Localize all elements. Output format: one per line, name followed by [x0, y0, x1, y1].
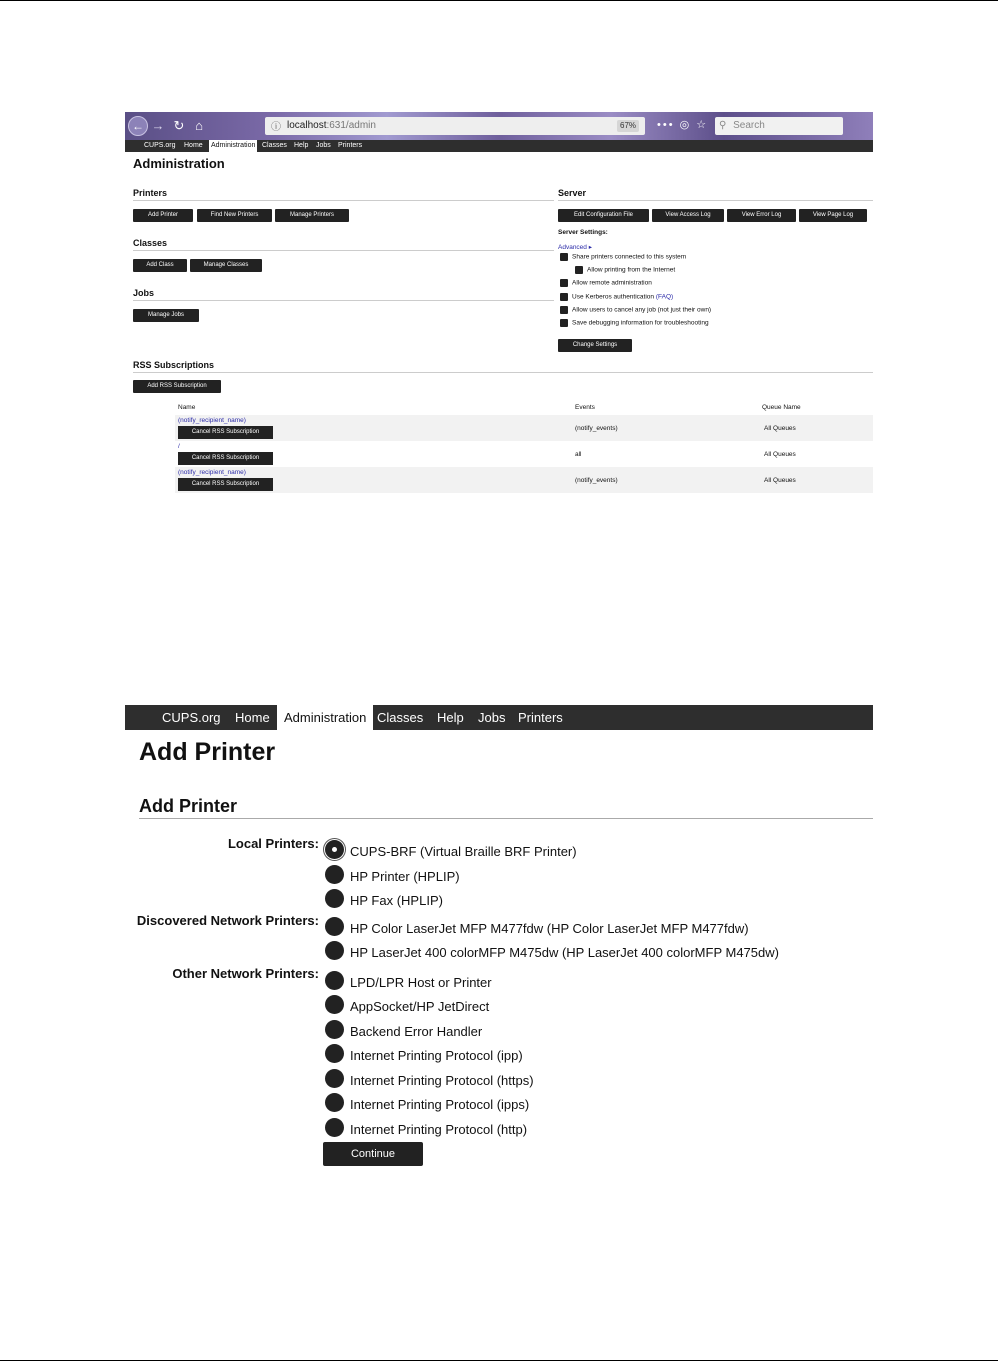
page-actions-icons[interactable]: ••• ◎ ☆ [657, 119, 709, 131]
url-host: localhost [287, 120, 327, 131]
local-printers-label: Local Printers: [227, 836, 319, 851]
printer-option[interactable] [325, 998, 489, 1017]
option-label: Internet Printing Protocol (ipp) [350, 1047, 523, 1063]
forward-arrow-icon[interactable]: → [151, 118, 165, 133]
divider [133, 250, 554, 251]
printer-option[interactable] [325, 1023, 482, 1042]
page-title: Administration [133, 156, 225, 171]
option-label: CUPS-BRF (Virtual Braille BRF Printer) [350, 843, 577, 859]
server-heading: Server [558, 188, 587, 198]
radio[interactable] [325, 995, 344, 1014]
url-path: :631/admin [326, 120, 376, 131]
change-settings-button[interactable]: Change Settings [558, 339, 632, 352]
divider [133, 200, 554, 201]
column-header-events: Events [575, 404, 595, 411]
manage-jobs-button[interactable]: Manage Jobs [133, 309, 199, 322]
search-input[interactable] [715, 117, 843, 135]
radio[interactable] [325, 865, 344, 884]
radio[interactable] [325, 1069, 344, 1088]
radio[interactable] [325, 971, 344, 990]
nav-tab-cups-org[interactable]: CUPS.org [144, 142, 176, 149]
radio[interactable] [325, 1093, 344, 1112]
zoom-badge[interactable]: 67% [617, 120, 639, 132]
share-printers-checkbox[interactable] [560, 253, 568, 261]
nav-tab-home[interactable]: Home [235, 710, 270, 725]
nav-tab-classes[interactable]: Classes [262, 142, 287, 149]
radio-selected[interactable] [325, 840, 344, 859]
allow-internet-printing-checkbox[interactable] [575, 266, 583, 274]
printer-option[interactable] [325, 892, 443, 911]
view-page-log-button[interactable]: View Page Log [799, 209, 867, 222]
printer-option[interactable] [325, 1047, 523, 1066]
divider [133, 372, 873, 373]
jobs-heading: Jobs [133, 288, 155, 298]
printer-option[interactable] [325, 868, 460, 887]
manage-printers-button[interactable]: Manage Printers [275, 209, 349, 222]
printer-option[interactable] [325, 974, 492, 993]
nav-tab-jobs[interactable]: Jobs [478, 710, 506, 725]
search-placeholder: Search [733, 120, 765, 131]
option-label: Allow remote administration [572, 279, 652, 287]
view-error-log-button[interactable]: View Error Log [727, 209, 796, 222]
option-label: AppSocket/HP JetDirect [350, 998, 490, 1014]
subscription-queue: All Queues [764, 451, 796, 458]
subscription-name-link[interactable]: (notify_recipient_name) [178, 469, 246, 476]
continue-button[interactable]: Continue [323, 1142, 423, 1166]
option-label: Backend Error Handler [350, 1023, 483, 1039]
page-top-rule [0, 0, 998, 1]
table-row [175, 441, 873, 467]
nav-tab-help[interactable]: Help [294, 142, 309, 149]
printer-option[interactable] [325, 1096, 529, 1115]
subscription-queue: All Queues [764, 477, 796, 484]
add-rss-subscription-button[interactable]: Add RSS Subscription [133, 380, 221, 393]
nav-tab-home[interactable]: Home [184, 142, 203, 149]
radio[interactable] [325, 917, 344, 936]
option-label: Internet Printing Protocol (https) [350, 1072, 534, 1088]
rss-heading: RSS Subscriptions [133, 360, 215, 370]
allow-internet-printing-option [575, 266, 675, 274]
nav-tab-printers[interactable]: Printers [338, 142, 363, 149]
subscription-name-link[interactable]: / [178, 443, 180, 450]
remote-admin-checkbox[interactable] [560, 279, 568, 287]
add-printer-screenshot [125, 705, 873, 1170]
back-arrow-icon[interactable]: ← [128, 116, 148, 136]
cups-nav-bar [125, 140, 873, 152]
divider [558, 200, 873, 201]
subscription-name-link[interactable]: (notify_recipient_name) [178, 417, 246, 424]
printer-option[interactable] [325, 920, 749, 939]
printer-option[interactable] [325, 1121, 527, 1140]
debug-logging-checkbox[interactable] [560, 319, 568, 327]
reload-icon[interactable]: ↻ [173, 118, 185, 133]
option-label: HP Color LaserJet MFP M477fdw (HP Color LaserJet MFP M477fdw) [350, 920, 749, 936]
divider [133, 300, 554, 301]
nav-tab-administration[interactable]: Administration [209, 140, 257, 152]
classes-heading: Classes [133, 238, 168, 248]
radio[interactable] [325, 1020, 344, 1039]
radio[interactable] [325, 889, 344, 908]
other-network-printers-label: Other Network Printers: [172, 966, 319, 981]
table-row [175, 467, 873, 493]
option-label: Use Kerberos authentication [572, 293, 655, 301]
edit-configuration-file-button[interactable]: Edit Configuration File [558, 209, 649, 222]
column-header-queue: Queue Name [762, 404, 801, 411]
kerberos-checkbox[interactable] [560, 293, 568, 301]
cancel-rss-subscription-button[interactable]: Cancel RSS Subscription [178, 452, 273, 465]
discovered-network-printers-label: Discovered Network Printers: [136, 913, 319, 928]
nav-tab-printers[interactable]: Printers [518, 710, 563, 725]
nav-tab-help[interactable]: Help [437, 710, 464, 725]
option-label: Allow printing from the Internet [587, 266, 676, 274]
cancel-rss-subscription-button[interactable]: Cancel RSS Subscription [178, 478, 273, 491]
option-label: Internet Printing Protocol (http) [350, 1121, 528, 1137]
nav-tab-administration[interactable]: Administration [277, 705, 373, 730]
admin-screenshot [125, 112, 873, 496]
subscription-events: (notify_events) [575, 477, 618, 484]
printer-option[interactable] [325, 843, 577, 862]
printers-heading: Printers [133, 188, 168, 198]
option-label: Allow users to cancel any job (not just their own) [572, 306, 712, 314]
add-printer-button[interactable]: Add Printer [133, 209, 193, 222]
url-text [287, 120, 376, 131]
option-label: Save debugging information for troubleshooting [572, 319, 709, 327]
view-access-log-button[interactable]: View Access Log [652, 209, 724, 222]
nav-tab-classes[interactable]: Classes [377, 710, 424, 725]
cancel-rss-subscription-button[interactable]: Cancel RSS Subscription [178, 426, 273, 439]
divider [139, 818, 873, 819]
nav-tab-jobs[interactable]: Jobs [316, 142, 331, 149]
option-label: HP Printer (HPLIP) [350, 868, 460, 884]
info-icon[interactable]: ⓘ [271, 122, 281, 133]
subscription-queue: All Queues [764, 425, 796, 432]
option-label: Internet Printing Protocol (ipps) [350, 1096, 530, 1112]
column-header-name: Name [178, 404, 196, 411]
page-title: Add Printer [139, 738, 276, 766]
radio[interactable] [325, 1044, 344, 1063]
url-bar[interactable] [265, 117, 645, 135]
remote-admin-option [560, 279, 652, 287]
option-label: HP Fax (HPLIP) [350, 892, 443, 908]
home-icon[interactable]: ⌂ [195, 118, 203, 133]
radio[interactable] [325, 941, 344, 960]
faq-link[interactable]: (FAQ) [655, 293, 674, 301]
printer-option[interactable] [325, 1072, 534, 1091]
cancel-any-job-option [560, 306, 711, 314]
option-label: HP LaserJet 400 colorMFP M475dw (HP LaserJet 400 colorMFP M475dw) [350, 944, 779, 960]
browser-toolbar [125, 112, 873, 140]
section-title: Add Printer [139, 796, 238, 816]
cups-nav-bar [125, 705, 873, 730]
subscription-events: all [575, 451, 582, 458]
server-settings-label: Server Settings: [558, 229, 608, 236]
kerberos-option [560, 293, 673, 301]
add-class-button[interactable]: Add Class [133, 259, 187, 272]
search-icon: ⚲ [719, 120, 727, 131]
manage-classes-button[interactable]: Manage Classes [190, 259, 262, 272]
subscription-events: (notify_events) [575, 425, 618, 432]
cancel-any-job-checkbox[interactable] [560, 306, 568, 314]
printer-option[interactable] [325, 944, 779, 963]
debug-logging-option [560, 319, 709, 327]
table-row [175, 415, 873, 441]
radio[interactable] [325, 1118, 344, 1137]
option-label: Share printers connected to this system [572, 253, 687, 261]
nav-tab-cups-org[interactable]: CUPS.org [162, 710, 221, 725]
find-new-printers-button[interactable]: Find New Printers [197, 209, 272, 222]
share-printers-option [560, 253, 686, 261]
advanced-link[interactable]: Advanced ▸ [558, 244, 592, 251]
option-label: LPD/LPR Host or Printer [350, 974, 492, 990]
